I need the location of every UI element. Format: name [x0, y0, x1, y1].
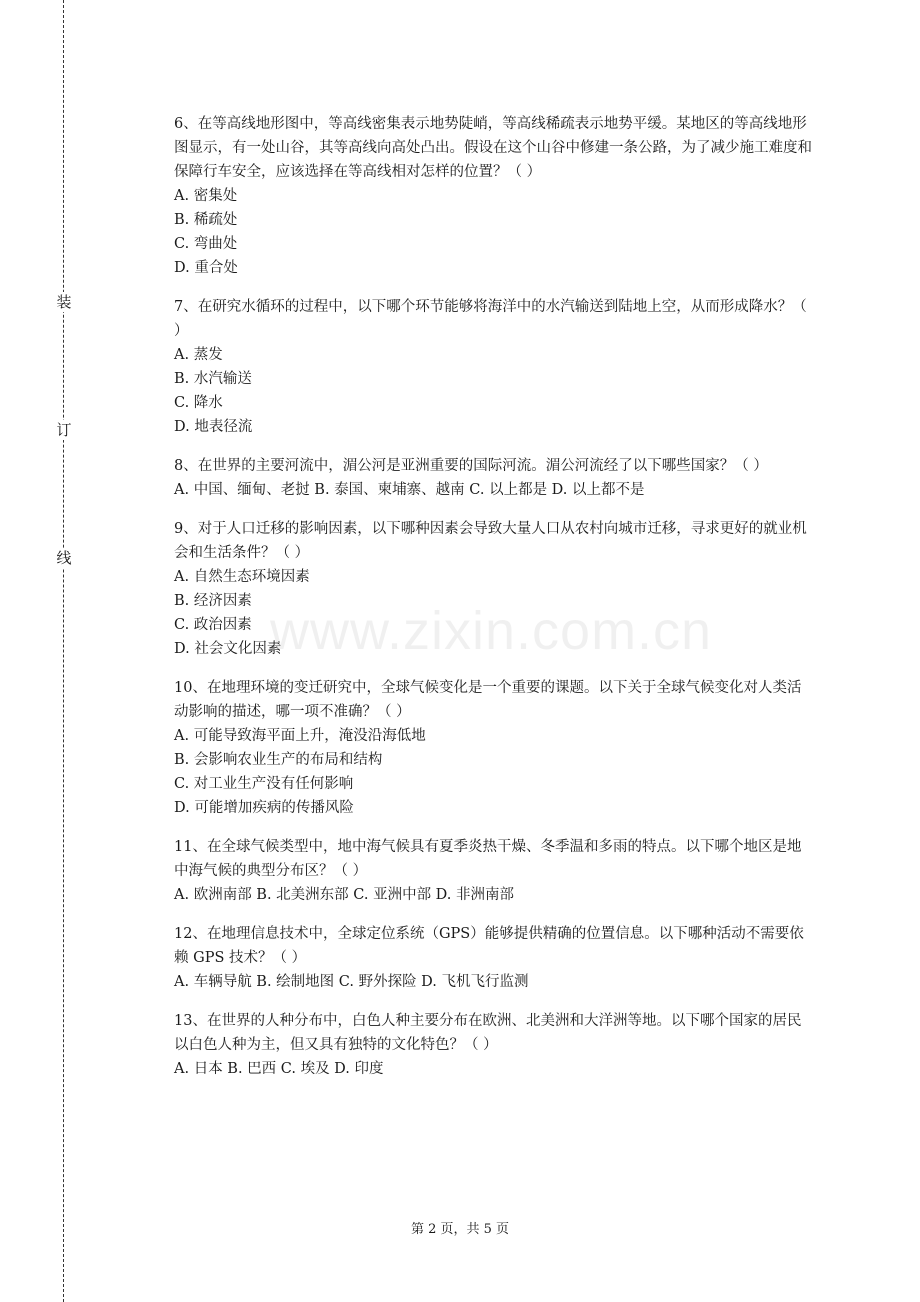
option-c: C. 对工业生产没有任何影响 — [174, 776, 354, 792]
question-11 — [174, 835, 814, 907]
binding-char-ding: 订 — [54, 420, 74, 440]
option-d: D. 地表径流 — [174, 419, 253, 435]
question-8 — [174, 454, 814, 502]
watermark: www.zixin.com.cn — [270, 601, 713, 661]
option-a: A. 密集处 — [174, 188, 238, 204]
question-stem: 13、在世界的人种分布中，白色人种主要分布在欧洲、北美洲和大洋洲等地。以下哪个国家的居民以白色人种为主，但又具有独特的文化特色？（ ） — [174, 1013, 802, 1053]
question-stem: 12、在地理信息技术中，全球定位系统（GPS）能够提供精确的位置信息。以下哪种活动不需要依赖 GPS 技术？（ ） — [174, 926, 804, 966]
option-d: D. 社会文化因素 — [174, 641, 282, 657]
question-7 — [174, 295, 814, 439]
option-a: A. 蒸发 — [174, 347, 223, 363]
option-c: C. 政治因素 — [174, 617, 252, 633]
option-b: B. 水汽输送 — [174, 371, 252, 387]
option-d: D. 可能增加疾病的传播风险 — [174, 800, 354, 816]
inline-options: A. 欧洲南部 B. 北美洲东部 C. 亚洲中部 D. 非洲南部 — [174, 887, 515, 903]
question-10 — [174, 676, 814, 820]
question-12 — [174, 922, 814, 994]
question-9 — [174, 517, 814, 661]
page-number: 第 2 页，共 5 页 — [410, 1222, 510, 1237]
question-stem: 8、在世界的主要河流中，湄公河是亚洲重要的国际河流。湄公河流经了以下哪些国家？（ ） — [174, 458, 768, 474]
option-d: D. 重合处 — [174, 260, 238, 276]
option-a: A. 自然生态环境因素 — [174, 569, 310, 585]
question-stem: 10、在地理环境的变迁研究中，全球气候变化是一个重要的课题。以下关于全球气候变化对人类活动影响的描述，哪一项不准确？（ ） — [174, 680, 802, 720]
question-list — [174, 112, 814, 1096]
question-stem: 6、在等高线地形图中，等高线密集表示地势陡峭，等高线稀疏表示地势平缓。某地区的等高线地形图显示，有一处山谷，其等高线向高处凸出。假设在这个山谷中修建一条公路，为了减少施工难度和保障行车安全，应该选择在等高线相对怎样的位置？（ ） — [174, 116, 812, 180]
inline-options: A. 中国、缅甸、老挝 B. 泰国、柬埔寨、越南 C. 以上都是 D. 以上都不是 — [174, 482, 645, 498]
option-b: B. 会影响农业生产的布局和结构 — [174, 752, 383, 768]
binding-char-zhuang: 装 — [54, 292, 74, 312]
binding-char-xian: 线 — [54, 548, 74, 568]
inline-options: A. 车辆导航 B. 绘制地图 C. 野外探险 D. 飞机飞行监测 — [174, 974, 529, 990]
question-stem: 11、在全球气候类型中，地中海气候具有夏季炎热干燥、冬季温和多雨的特点。以下哪个地区是地中海气候的典型分布区？（ ） — [174, 839, 802, 879]
option-c: C. 降水 — [174, 395, 223, 411]
question-6 — [174, 112, 814, 280]
question-stem: 7、在研究水循环的过程中，以下哪个环节能够将海洋中的水汽输送到陆地上空，从而形成降水？（ ） — [174, 299, 807, 339]
option-a: A. 可能导致海平面上升，淹没沿海低地 — [174, 728, 426, 744]
question-stem: 9、对于人口迁移的影响因素，以下哪种因素会导致大量人口从农村向城市迁移，寻求更好的就业机会和生活条件？（ ） — [174, 521, 807, 561]
binding-dashed-line — [63, 0, 64, 1302]
inline-options: A. 日本 B. 巴西 C. 埃及 D. 印度 — [174, 1061, 384, 1077]
option-b: B. 稀疏处 — [174, 212, 238, 228]
question-13 — [174, 1009, 814, 1081]
option-c: C. 弯曲处 — [174, 236, 238, 252]
option-b: B. 经济因素 — [174, 593, 252, 609]
